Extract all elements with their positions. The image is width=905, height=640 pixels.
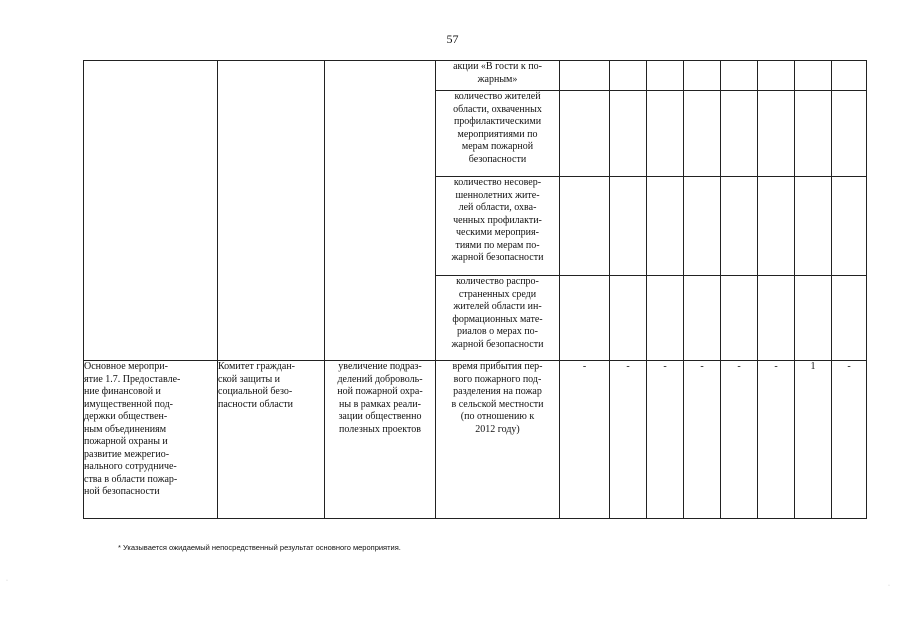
indicator-text: количество жителей области, охваченных профилактическими мероприятиями по мерам пожарной безопасности: [453, 91, 542, 165]
expected-result-cell: [325, 361, 436, 519]
executor-cell: [218, 361, 325, 519]
indicator-text: количество распро- страненных среди жителей области ин- формационных мате- риалов о мерах по- жарной безопасности: [451, 276, 544, 350]
scan-mark: ·: [888, 583, 890, 589]
indicator-text: время прибытия пер- вого пожарного под- разделения на пожар в сельской местности (по отношению к 2012 году): [451, 361, 544, 435]
indicator-cell: [436, 361, 560, 519]
value-cell: -: [758, 361, 795, 519]
expected-result-text: увеличение подраз- делений доброволь- ной пожарной охра- ны в рамках реали- зации общественно полезных проектов: [337, 361, 423, 435]
table-row: [84, 361, 867, 519]
program-table: [83, 60, 867, 519]
value-cell: -: [721, 361, 758, 519]
indicator-text: акции «В гости к по- жарным»: [453, 61, 542, 85]
indicator-text: количество несовер- шеннолетних жите- лей области, охва- ченных профилакти- ческими мероприя- тиями по мерам по- жарной безопасности: [451, 177, 544, 263]
value-cell: -: [610, 361, 647, 519]
activity-title: Основное меропри- ятие 1.7. Предоставле- ние финансовой и имущественной под- держки обществен- ным объединениям пожарной охраны и развитие межрегио- нального сотрудниче- ства в области пожар- ной безопасности: [84, 361, 181, 497]
activity-title-cell: [84, 361, 218, 519]
value-cell: -: [832, 361, 867, 519]
indicator-cell: [436, 276, 560, 361]
value-cell: -: [560, 361, 610, 519]
empty-cell: [325, 61, 436, 361]
empty-cell: [84, 61, 218, 361]
executor-text: Комитет граждан- ской защиты и социальной безо- пасности области: [218, 361, 295, 410]
value-cell: 1: [795, 361, 832, 519]
empty-cell: [218, 61, 325, 361]
value-cell: -: [684, 361, 721, 519]
indicator-cell: [436, 91, 560, 177]
table-row: [84, 61, 867, 91]
indicator-cell: [436, 177, 560, 276]
indicator-cell: [436, 61, 560, 91]
value-cell: -: [647, 361, 684, 519]
footnote: * Указывается ожидаемый непосредственный результат основного мероприятия.: [118, 543, 401, 552]
scan-mark: ·: [6, 578, 8, 584]
page-number: 57: [446, 32, 459, 46]
